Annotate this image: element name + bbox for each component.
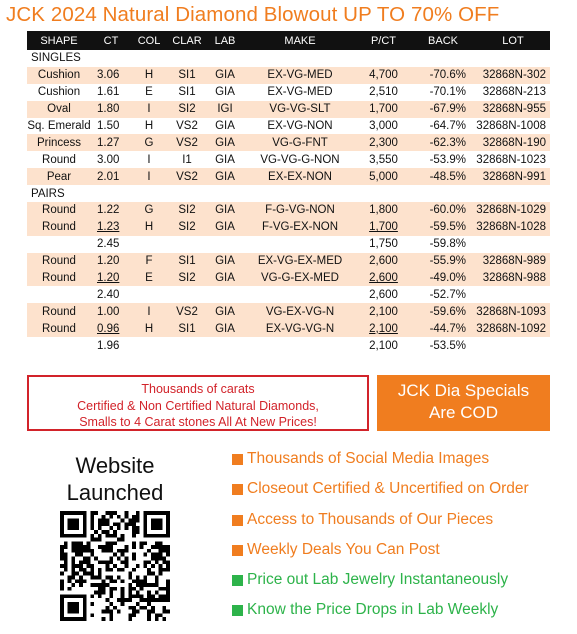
cell-lot: 32868N-213 [482, 86, 546, 99]
cell-make: EX-VG-NON [267, 120, 333, 132]
cell-back: -49.0% [429, 272, 466, 285]
total-back: -52.7% [429, 288, 466, 301]
cell-lot: 32868N-1008 [476, 120, 546, 132]
promo-line-3: Smalls to 4 Carat stones All At New Prices! [79, 415, 317, 429]
cell-shape: Round [42, 305, 76, 318]
cell-pct: 3,000 [369, 120, 398, 132]
cell-ct: 1.22 [97, 204, 120, 217]
cell-lot: 32868N-991 [482, 170, 546, 183]
square-bullet-icon [232, 515, 243, 526]
total-back: -59.8% [429, 238, 466, 251]
cell-shape: Round [42, 204, 76, 217]
cell-pct: 2,600 [369, 255, 398, 268]
cell-lot: 32868N-1028 [476, 221, 546, 234]
cell-clar: SI2 [178, 103, 196, 116]
cell-back: -60.0% [429, 204, 466, 217]
total-ct: 1.96 [97, 339, 120, 352]
square-bullet-icon [232, 454, 243, 465]
cell-make: VG-VG-G-NON [260, 153, 340, 166]
feature-text: Access to Thousands of Our Pieces [247, 510, 494, 528]
cell-ct: 3.06 [97, 69, 120, 82]
cell-ct: 1.80 [97, 103, 120, 116]
feature-text: Know the Price Drops in Lab Weekly [247, 601, 499, 619]
header-ct: CT [91, 31, 131, 50]
table-row [27, 67, 550, 84]
pair-total-row [27, 236, 550, 253]
header-lot: LOT [476, 31, 550, 50]
total-pct: 2,100 [369, 339, 398, 352]
cell-clar: SI2 [178, 204, 196, 217]
cod-line-2: Are COD [429, 403, 498, 422]
feature-text: Price out Lab Jewelry Instantaneously [247, 571, 509, 589]
cell-pct: 1,700 [369, 103, 398, 116]
cell-back: -59.6% [429, 305, 466, 318]
cell-col: H [144, 322, 154, 335]
cell-shape: Round [42, 153, 76, 166]
feature-item [232, 448, 572, 478]
cell-ct: 2.01 [97, 170, 120, 183]
singles-section-label: SINGLES [27, 50, 550, 67]
square-bullet-icon [232, 545, 243, 556]
cell-clar: SI1 [178, 69, 196, 82]
total-ct: 2.45 [97, 238, 120, 251]
pairs-section-label: PAIRS [27, 185, 550, 202]
cell-make: EX-VG-VG-N [265, 322, 335, 335]
cell-lab: GIA [215, 86, 235, 99]
promo-box-red [27, 375, 369, 431]
cell-shape: Cushion [37, 69, 81, 82]
cell-make: VG-G-FNT [272, 136, 328, 149]
cell-lab: GIA [215, 170, 235, 183]
cell-lab: GIA [215, 322, 235, 335]
table-row [27, 118, 550, 135]
cell-col: E [145, 86, 153, 99]
cell-clar: VS2 [176, 120, 198, 132]
pairs-section [27, 185, 550, 202]
cod-box [377, 375, 550, 431]
cell-ct: 3.00 [97, 153, 120, 166]
feature-item [232, 478, 572, 508]
cell-lab: GIA [215, 69, 235, 82]
cell-col: I [147, 170, 151, 183]
singles-section [27, 50, 550, 67]
website-line-1: Website [75, 453, 155, 478]
cell-ct: 1.00 [97, 305, 120, 318]
cell-pct: 1,700 [369, 221, 398, 234]
diamond-table [27, 31, 550, 354]
table-row [27, 151, 550, 168]
cell-make: EX-VG-EX-MED [257, 255, 343, 268]
table-row [27, 253, 550, 270]
cell-pct: 2,510 [369, 86, 398, 99]
cell-col: I [147, 305, 151, 318]
cell-shape: Round [42, 255, 76, 268]
feature-list [232, 448, 572, 630]
cell-lab: GIA [215, 136, 235, 149]
table-body [27, 50, 550, 354]
cell-pct: 4,700 [369, 69, 398, 82]
cell-ct: 1.27 [97, 136, 120, 149]
cell-back: -53.9% [429, 153, 466, 166]
cell-ct: 1.20 [97, 255, 120, 268]
cell-clar: VS2 [176, 170, 198, 183]
feature-text: Closeout Certified & Uncertified on Order [247, 480, 529, 498]
cell-lot: 32868N-955 [482, 103, 546, 116]
cell-ct: 1.50 [97, 120, 120, 132]
cell-lab: GIA [215, 153, 235, 166]
cell-back: -70.1% [429, 86, 466, 99]
cell-clar: SI2 [178, 272, 196, 285]
qr-code-icon[interactable] [60, 511, 170, 621]
promo-line-1: Thousands of carats [141, 382, 255, 396]
cell-col: F [145, 255, 153, 268]
cell-make: F-VG-EX-NON [261, 221, 339, 234]
cell-col: I [147, 103, 151, 116]
cell-make: F-G-VG-NON [265, 204, 335, 217]
cell-clar: SI1 [178, 86, 196, 99]
square-bullet-icon [232, 605, 243, 616]
total-ct: 2.40 [97, 288, 120, 301]
cell-make: EX-VG-MED [267, 86, 333, 99]
cell-lab: GIA [215, 305, 235, 318]
cell-back: -44.7% [429, 322, 466, 335]
cell-make: VG-G-EX-MED [261, 272, 339, 285]
total-back: -53.5% [429, 339, 466, 352]
square-bullet-icon [232, 575, 243, 586]
cell-col: H [144, 221, 154, 234]
table-row [27, 84, 550, 101]
cell-ct: 1.61 [97, 86, 120, 99]
total-pct: 2,600 [369, 288, 398, 301]
cell-back: -67.9% [429, 103, 466, 116]
header-back: BACK [410, 31, 476, 50]
table-row [27, 219, 550, 236]
cell-clar: SI1 [178, 255, 196, 268]
cell-ct: 1.20 [97, 272, 120, 285]
table-row [27, 320, 550, 337]
cell-shape: Princess [36, 136, 82, 149]
cell-ct: 0.96 [97, 322, 120, 335]
table-row [27, 134, 550, 151]
cell-back: -48.5% [429, 170, 466, 183]
page-title: JCK 2024 Natural Diamond Blowout UP TO 70% OFF [6, 3, 500, 26]
cell-lot: 32868N-1023 [476, 153, 546, 166]
header-clar: CLAR [167, 31, 207, 50]
table-row [27, 303, 550, 320]
pair-total-row [27, 337, 550, 354]
cell-clar: VS2 [176, 136, 198, 149]
cell-back: -62.3% [429, 136, 466, 149]
cell-shape: Round [42, 221, 76, 234]
cell-pct: 2,100 [369, 305, 398, 318]
cell-col: H [144, 69, 154, 82]
table-row [27, 101, 550, 118]
pair-total-row [27, 286, 550, 303]
cell-shape: Sq. Emerald [27, 120, 91, 132]
header-shape: SHAPE [27, 31, 91, 50]
square-bullet-icon [232, 484, 243, 495]
cell-clar: VS2 [176, 305, 198, 318]
cell-shape: Oval [47, 103, 71, 116]
cell-pct: 2,600 [369, 272, 398, 285]
cell-make: VG-VG-SLT [269, 103, 331, 116]
cell-lot: 32868N-1029 [476, 204, 546, 217]
cell-pct: 2,100 [369, 322, 398, 335]
cell-lot: 32868N-989 [482, 255, 546, 268]
table-header [27, 31, 550, 50]
cell-back: -64.7% [429, 120, 466, 132]
feature-item [232, 509, 572, 539]
cell-lab: GIA [215, 204, 235, 217]
cell-lot: 32868N-302 [482, 69, 546, 82]
cell-make: EX-VG-MED [267, 69, 333, 82]
cell-back: -59.5% [429, 221, 466, 234]
cell-make: VG-EX-VG-N [265, 305, 335, 318]
table-row [27, 270, 550, 287]
cell-pct: 1,800 [369, 204, 398, 217]
cell-lab: GIA [215, 272, 235, 285]
header-make: MAKE [243, 31, 357, 50]
table-row [27, 202, 550, 219]
cell-clar: SI1 [178, 322, 196, 335]
cod-line-1: JCK Dia Specials [397, 381, 530, 400]
cell-lot: 32868N-988 [482, 272, 546, 285]
cell-back: -70.6% [429, 69, 466, 82]
website-line-2: Launched [66, 480, 164, 505]
cell-pct: 3,550 [369, 153, 398, 166]
cell-col: G [144, 136, 154, 149]
total-pct: 1,750 [369, 238, 398, 251]
cell-lot: 32868N-1092 [476, 322, 546, 335]
cell-lab: GIA [215, 120, 235, 132]
cell-shape: Round [42, 322, 76, 335]
feature-item [232, 569, 572, 599]
feature-item [232, 539, 572, 569]
cell-lab: GIA [215, 255, 235, 268]
cell-shape: Pear [46, 170, 72, 183]
cell-col: G [144, 204, 154, 217]
promo-line-2: Certified & Non Certified Natural Diamonds, [77, 398, 319, 413]
cell-lot: 32868N-1093 [476, 305, 546, 318]
cell-col: I [147, 153, 151, 166]
cell-back: -55.9% [429, 255, 466, 268]
cell-lot: 32868N-190 [482, 136, 546, 149]
cell-pct: 5,000 [369, 170, 398, 183]
cell-col: H [144, 120, 154, 132]
cell-clar: I1 [182, 153, 192, 166]
cell-pct: 2,300 [369, 136, 398, 149]
cell-shape: Round [42, 272, 76, 285]
feature-item [232, 599, 572, 629]
cell-lab: GIA [215, 221, 235, 234]
website-launched [45, 452, 185, 506]
header-pct: P/CT [357, 31, 410, 50]
cell-lab: IGI [217, 103, 233, 116]
header-col: COL [131, 31, 167, 50]
cell-clar: SI2 [178, 221, 196, 234]
cell-ct: 1.23 [97, 221, 120, 234]
table-row [27, 168, 550, 185]
feature-text: Weekly Deals You Can Post [247, 540, 440, 558]
cell-shape: Cushion [37, 86, 81, 99]
feature-text: Thousands of Social Media Images [247, 450, 490, 467]
cell-make: EX-EX-NON [268, 170, 332, 183]
cell-col: E [145, 272, 153, 285]
header-lab: LAB [207, 31, 243, 50]
